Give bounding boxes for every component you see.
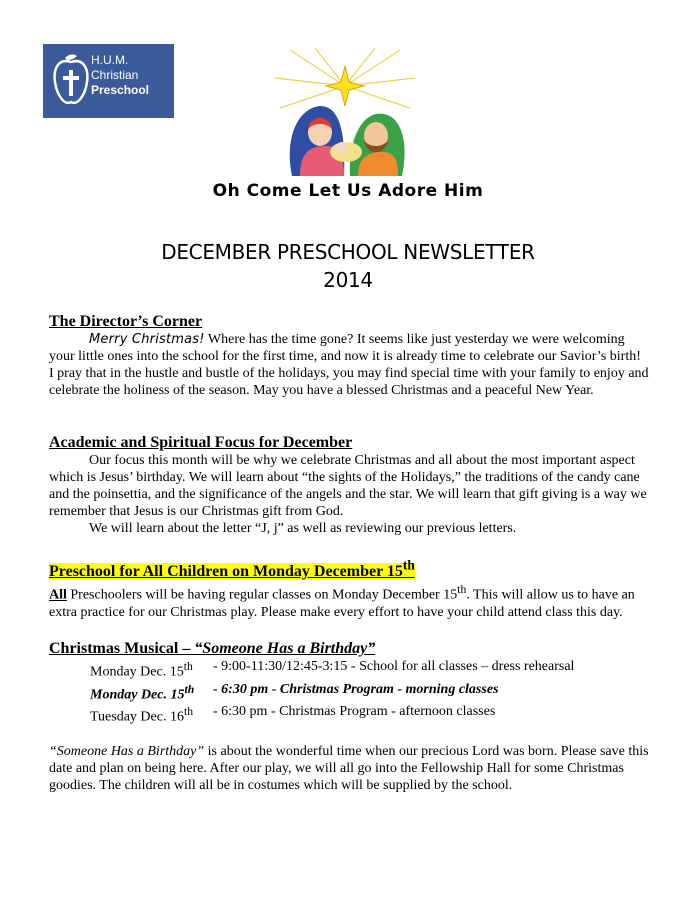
musical-note-title: “Someone Has a Birthday” [49,743,205,759]
schedule-day: Monday Dec. 15 [90,664,184,680]
musical-heading-text: Christmas Musical – [49,640,195,657]
heading-sup: th [402,558,415,573]
schedule-sup: th [183,705,194,719]
body-sup: th [457,583,467,597]
title-line-1: DECEMBER PRESCHOOL NEWSLETTER [161,240,535,264]
academic-paragraph-2: We will learn about the letter “J, j” as well as reviewing our previous letters. [89,521,517,536]
musical-section [49,640,649,794]
preschool-monday-body [49,581,649,621]
title-year: 2014 [323,268,373,292]
merry-christmas-greeting: Merry Christmas! [89,332,205,347]
newsletter-title [0,238,696,294]
schedule-row [49,703,649,726]
body-part-b: . This will allow us to have an extra practice for our Christmas play. Please make every effort to have your child attend class this day. [49,587,635,620]
directors-corner-heading: The Director’s Corner [49,313,203,330]
directors-corner-section [49,313,649,399]
schedule-row [49,681,649,704]
preschool-monday-section [49,557,649,621]
schedule-desc: - 9:00-11:30/12:45-3:15 - School for all classes – dress rehearsal [213,659,575,674]
musical-note [49,743,649,794]
logo-text [91,53,149,98]
logo-line-2: Christian [91,68,139,82]
academic-section [49,434,649,537]
schedule-desc: - 6:30 pm - Christmas Program - morning classes [213,681,499,697]
directors-corner-body: Where has the time gone? It seems like just yesterday we were welcoming your little ones into the school for the first time, and now it is already time to celebrate our Savior’s birth! I pray that in the hustle and bustle of the holidays, you may find special time with your family to enjoy and celebrate the holiness of the season. May you have a blessed Christmas and a peaceful New Year. [49,332,649,398]
logo-line-1: H.U.M. [91,53,129,67]
tagline: Oh Come Let Us Adore Him [212,181,484,201]
heading-text: Preschool for All Children on Monday December 15 [49,563,403,581]
lead-word: All [49,587,67,603]
musical-heading [49,640,649,658]
school-logo [43,44,174,118]
schedule-sup: th [183,660,193,673]
schedule-row [49,658,649,681]
schedule-desc: - 6:30 pm - Christmas Program - afternoon classes [213,704,496,720]
apple-cross-icon [51,52,91,112]
schedule-sup: th [184,682,195,696]
academic-heading: Academic and Spiritual Focus for December [49,434,353,451]
musical-note-body: is about the wonderful time when our precious Lord was born. Please save this date and plan on being here. After our play, we will all go into the Fellowship Hall for some Christmas goodies. The children will all be in costumes which will be supplied by the school. [49,743,649,793]
schedule-day: Tuesday Dec. 16 [90,709,184,725]
highlighted-heading [49,558,415,581]
directors-corner-text [49,331,649,399]
preschool-monday-heading [49,557,649,581]
academic-paragraph-1: Our focus this month will be why we celebrate Christmas and all about the most important aspect which is Jesus’ birthday. We will learn about “the sights of the Holidays,” the traditions of the candy cane and the poinsettia, and the significance of the angels and the star. We will learn that gift giving is a way we remember that Jesus is our Christmas gift from God. [49,453,647,519]
nativity-illustration [270,48,420,180]
logo-line-3: Preschool [91,83,150,97]
schedule-day: Monday Dec. 15 [90,687,185,703]
musical-title: “Someone Has a Birthday” [194,640,376,657]
body-part-a: Preschoolers will be having regular classes on Monday December 15 [66,587,458,603]
